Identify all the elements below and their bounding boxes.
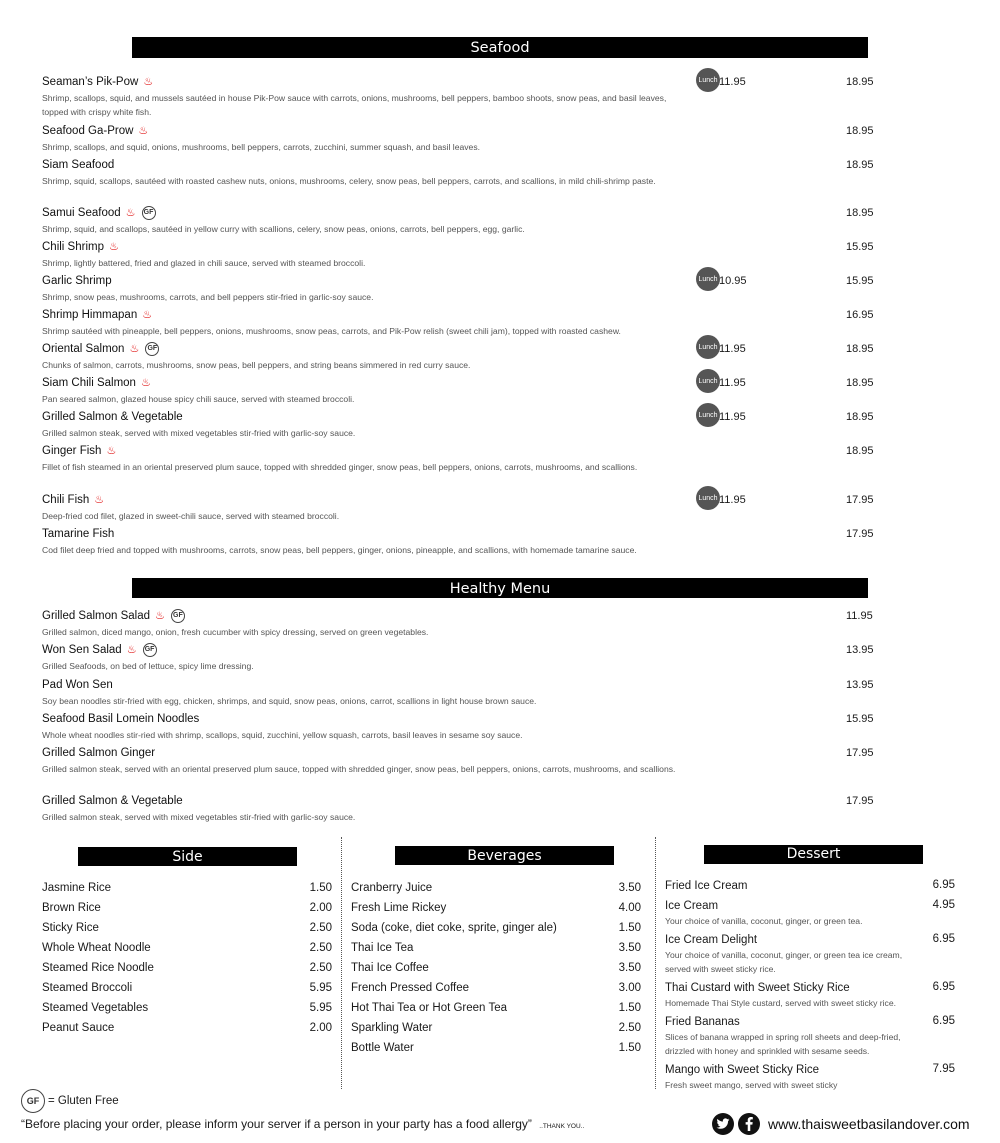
website-link[interactable]: www.thaisweetbasilandover.com: [768, 1116, 970, 1132]
dinner-price: 15.95: [846, 275, 874, 287]
beverage-item-name: Sparkling Water: [351, 1022, 433, 1034]
beverage-item-name: Thai Ice Coffee: [351, 962, 429, 974]
dinner-price: 13.95: [846, 679, 874, 691]
item-name: Seaman’s Pik-Pow: [42, 76, 139, 88]
beverage-item-name: Hot Thai Tea or Hot Green Tea: [351, 1002, 507, 1014]
item-description: Shrimp, lightly battered, fried and glazed in chili sauce, served with steamed broccoli.: [42, 258, 366, 268]
dinner-price: 18.95: [846, 377, 874, 389]
dessert-item: [665, 899, 955, 928]
side-item-price: 2.50: [309, 922, 332, 934]
beverage-item-name: Soda (coke, diet coke, sprite, ginger ale): [351, 922, 557, 934]
side-item: [42, 1022, 332, 1034]
item-name: Ginger Fish: [42, 445, 102, 457]
column-divider: [655, 837, 656, 1089]
item-description: Shrimp, squid, and scallops, sautéed in yellow curry with scallions, celery, snow peas, onions, carrots, bell peppers, egg, garlic.: [42, 224, 525, 234]
lunch-price: 11.95: [719, 494, 746, 506]
dessert-item-price: 7.95: [932, 1063, 955, 1075]
spicy-icon: ♨: [129, 342, 140, 355]
dessert-item-price: 6.95: [932, 1015, 955, 1027]
lunch-price: 10.95: [719, 275, 747, 287]
dessert-item: [665, 981, 955, 1010]
beverage-item-price: 1.50: [618, 922, 641, 934]
dessert-item: [665, 879, 955, 893]
side-item-name: Whole Wheat Noodle: [42, 942, 151, 954]
beverage-item-price: 1.50: [618, 1002, 641, 1014]
gluten-free-icon: GF: [21, 1089, 45, 1113]
beverage-item: [351, 1042, 641, 1054]
seafood-section-header: Seafood: [132, 37, 868, 58]
dessert-item-description: Your choice of vanilla, coconut, ginger, or green tea.: [665, 916, 863, 926]
gluten-free-icon: GF: [143, 643, 157, 657]
menu-item: [42, 240, 882, 270]
dinner-price: 15.95: [846, 713, 874, 725]
lunch-badge-icon: Lunch: [696, 403, 720, 427]
dinner-price: 18.95: [846, 159, 874, 171]
beverage-item-price: 2.50: [618, 1022, 641, 1034]
dinner-price: 11.95: [846, 610, 873, 622]
lunch-price: 11.95: [719, 377, 746, 389]
item-description: Whole wheat noodles stir-ried with shrimp, scallops, squid, zucchini, yellow squash, carrots, basil leaves in sesame soy sauce.: [42, 730, 523, 740]
item-description: Grilled salmon steak, served with an oriental preserved plum sauce, topped with shredded ginger, snow peas, bell peppers, onions, carrots, mushrooms, and scallions.: [42, 764, 676, 774]
dessert-item-name: Thai Custard with Sweet Sticky Rice: [665, 982, 850, 994]
menu-item: [42, 410, 882, 440]
menu-item: [42, 493, 882, 523]
lunch-badge-icon: Lunch: [696, 486, 720, 510]
side-item-name: Peanut Sauce: [42, 1022, 115, 1034]
allergy-note: [21, 1117, 584, 1131]
item-name: Shrimp Himmapan: [42, 309, 138, 321]
gluten-free-icon: GF: [171, 609, 185, 623]
menu-item: [42, 274, 882, 304]
item-name: Won Sen Salad: [42, 644, 122, 656]
beverage-item: [351, 982, 641, 994]
beverage-item-name: Fresh Lime Rickey: [351, 902, 447, 914]
menu-item: [42, 609, 882, 639]
side-item-price: 1.50: [309, 882, 332, 894]
side-item-price: 2.50: [309, 962, 332, 974]
dessert-item-name: Ice Cream: [665, 900, 719, 912]
item-description: Chunks of salmon, carrots, mushrooms, snow peas, bell peppers, and string beans simmered in red curry sauce.: [42, 360, 471, 370]
item-name: Grilled Salmon & Vegetable: [42, 411, 183, 423]
gluten-free-legend-text: = Gluten Free: [48, 1095, 119, 1107]
dinner-price: 18.95: [846, 76, 874, 88]
item-description: Deep-fried cod filet, glazed in sweet-chili sauce, served with steamed broccoli.: [42, 511, 340, 521]
side-item-price: 2.00: [309, 1022, 332, 1034]
allergy-note-text: “Before placing your order, please inform your server if a person in your party has a food allergy”: [21, 1117, 532, 1131]
item-description: Shrimp sautéed with pineapple, bell peppers, onions, mushrooms, snow peas, carrots, and Pik-Pow relish (sweet chili jam), topped with roasted cashew.: [42, 326, 621, 336]
dinner-price: 13.95: [846, 644, 874, 656]
side-item-price: 2.00: [309, 902, 332, 914]
side-item: [42, 962, 332, 974]
dessert-item-description: Fresh sweet mango, served with sweet sticky: [665, 1080, 838, 1090]
dessert-item-description: Homemade Thai Style custard, served with sweet sticky rice.: [665, 998, 897, 1008]
lunch-price: 11.95: [719, 76, 746, 88]
menu-item: [42, 643, 882, 673]
dessert-item-name: Mango with Sweet Sticky Rice: [665, 1064, 820, 1076]
lunch-price: 11.95: [719, 411, 746, 423]
dessert-item-name: Fried Ice Cream: [665, 880, 748, 892]
dinner-price: 17.95: [846, 795, 874, 807]
healthy-menu-section-header: Healthy Menu: [132, 578, 868, 598]
beverage-item-name: Bottle Water: [351, 1042, 414, 1054]
gluten-free-icon: GF: [142, 206, 156, 220]
lunch-badge-icon: Lunch: [696, 335, 720, 359]
beverage-item: [351, 902, 641, 914]
menu-item: [42, 75, 882, 119]
beverage-item-name: French Pressed Coffee: [351, 982, 470, 994]
item-description: Shrimp, snow peas, mushrooms, carrots, and bell peppers stir-fried in garlic-soy sauce.: [42, 292, 374, 302]
beverage-item-name: Thai Ice Tea: [351, 942, 414, 954]
side-item-name: Steamed Rice Noodle: [42, 962, 154, 974]
spicy-icon: ♨: [140, 376, 151, 389]
beverage-item-price: 3.50: [618, 962, 641, 974]
facebook-icon[interactable]: [738, 1113, 760, 1135]
item-description: Grilled salmon steak, served with mixed vegetables stir-fried with garlic-soy sauce.: [42, 812, 356, 822]
lunch-badge-icon: Lunch: [696, 369, 720, 393]
item-description: Fillet of fish steamed in an oriental preserved plum sauce, topped with shredded ginger, snow peas, bell peppers, onions, carrots, mushrooms, and scallions.: [42, 462, 638, 472]
side-item-name: Sticky Rice: [42, 922, 99, 934]
dessert-section-header: Dessert: [704, 845, 923, 864]
dinner-price: 16.95: [846, 309, 874, 321]
item-name: Grilled Salmon Salad: [42, 610, 151, 622]
item-name: Grilled Salmon Ginger: [42, 747, 156, 759]
menu-item: [42, 158, 882, 188]
dessert-item-price: 4.95: [932, 899, 955, 911]
dessert-item-price: 6.95: [932, 933, 955, 945]
dinner-price: 18.95: [846, 343, 874, 355]
dessert-item-price: 6.95: [932, 879, 955, 891]
dinner-price: 15.95: [846, 241, 874, 253]
side-item: [42, 922, 332, 934]
item-description: Pan seared salmon, glazed house spicy chili sauce, served with steamed broccoli.: [42, 394, 355, 404]
item-description: Shrimp, squid, scallops, sautéed with roasted cashew nuts, onions, mushrooms, celery, snow peas, bell peppers, carrots, and scallions, in mild chili-shrimp paste.: [42, 176, 656, 186]
side-item-price: 2.50: [309, 942, 332, 954]
spicy-icon: ♨: [138, 124, 149, 137]
menu-item: [42, 712, 882, 742]
menu-item: [42, 794, 882, 824]
spicy-icon: ♨: [142, 308, 153, 321]
item-description: Cod filet deep fried and topped with mushrooms, carrots, snow peas, bell peppers, ginger, onions, pineapple, and scallions, with homemade tamarine sauce.: [42, 545, 637, 555]
beverage-item-price: 3.00: [618, 982, 641, 994]
lunch-price: 11.95: [719, 343, 746, 355]
item-description: Shrimp, scallops, and squid, onions, mushrooms, bell peppers, carrots, zucchini, summer squash, and basil leaves.: [42, 142, 481, 152]
spicy-icon: ♨: [109, 240, 119, 253]
item-description: Grilled salmon steak, served with mixed vegetables stir-fried with garlic-soy sauce.: [42, 428, 356, 438]
twitter-icon[interactable]: [712, 1113, 734, 1135]
beverage-item: [351, 882, 641, 894]
menu-item: [42, 342, 882, 372]
side-item-name: Steamed Vegetables: [42, 1002, 149, 1014]
gluten-free-icon: GF: [145, 342, 159, 356]
social-links: [712, 1113, 970, 1135]
spicy-icon: ♨: [125, 206, 136, 219]
beverage-item: [351, 922, 641, 934]
side-item: [42, 902, 332, 914]
item-name: Siam Seafood: [42, 159, 115, 171]
thank-you-text: ..THANK YOU..: [539, 1123, 585, 1130]
dessert-item-price: 6.95: [932, 981, 955, 993]
dessert-item: [665, 1063, 955, 1092]
item-name: Pad Won Sen: [42, 679, 113, 691]
dessert-item: [665, 1015, 955, 1058]
beverage-item: [351, 942, 641, 954]
side-item: [42, 882, 332, 894]
beverage-item-price: 1.50: [618, 1042, 641, 1054]
item-name: Grilled Salmon & Vegetable: [42, 795, 183, 807]
item-name: Oriental Salmon: [42, 343, 125, 355]
side-item: [42, 982, 332, 994]
dessert-item-description: Your choice of vanilla, coconut, ginger, or green tea ice cream, served with sweet sticky rice.: [665, 950, 903, 974]
menu-item: [42, 444, 882, 474]
dessert-item-description: Slices of banana wrapped in spring roll sheets and deep-fried, drizzled with honey and sprinkled with sesame seeds.: [665, 1032, 901, 1056]
dessert-item: [665, 933, 955, 976]
menu-item: [42, 678, 882, 708]
item-name: Tamarine Fish: [42, 528, 115, 540]
beverage-item: [351, 1002, 641, 1014]
gluten-free-legend: [21, 1089, 119, 1113]
item-description: Grilled Seafoods, on bed of lettuce, spicy lime dressing.: [42, 661, 254, 671]
item-name: Chili Fish: [42, 494, 90, 506]
lunch-badge-icon: Lunch: [696, 68, 720, 92]
dinner-price: 17.95: [846, 528, 874, 540]
menu-item: [42, 124, 882, 154]
item-name: Chili Shrimp: [42, 241, 104, 253]
item-name: Samui Seafood: [42, 207, 121, 219]
spicy-icon: ♨: [143, 75, 154, 88]
side-item: [42, 942, 332, 954]
dessert-item-name: Fried Bananas: [665, 1016, 740, 1028]
menu-item: [42, 527, 882, 557]
item-name: Siam Chili Salmon: [42, 377, 136, 389]
side-item-price: 5.95: [309, 982, 332, 994]
dinner-price: 18.95: [846, 445, 874, 457]
item-description: Grilled salmon, diced mango, onion, fresh cucumber with spicy dressing, served on green vegetables.: [42, 627, 429, 637]
side-section-header: Side: [78, 847, 297, 866]
menu-item: [42, 376, 882, 406]
menu-item: [42, 746, 882, 776]
spicy-icon: ♨: [155, 609, 165, 622]
beverage-item-price: 4.00: [618, 902, 641, 914]
spicy-icon: ♨: [94, 493, 105, 506]
lunch-badge-icon: Lunch: [696, 267, 720, 291]
dinner-price: 17.95: [846, 747, 874, 759]
item-name: Garlic Shrimp: [42, 275, 112, 287]
side-item-name: Steamed Broccoli: [42, 982, 133, 994]
item-name: Seafood Ga-Prow: [42, 125, 134, 137]
dinner-price: 18.95: [846, 207, 874, 219]
side-item: [42, 1002, 332, 1014]
side-item-price: 5.95: [309, 1002, 332, 1014]
beverage-item-price: 3.50: [618, 942, 641, 954]
beverage-item: [351, 962, 641, 974]
item-description: Soy bean noodles stir-fried with egg, chicken, shrimps, and squid, snow peas, onions, carrot, scallions in light house brown sauce.: [42, 696, 537, 706]
menu-item: [42, 308, 882, 338]
spicy-icon: ♨: [106, 444, 117, 457]
item-name: Seafood Basil Lomein Noodles: [42, 713, 200, 725]
beverages-section-header: Beverages: [395, 846, 614, 865]
dinner-price: 18.95: [846, 125, 874, 137]
column-divider: [341, 837, 342, 1089]
menu-item: [42, 206, 882, 236]
dinner-price: 18.95: [846, 411, 874, 423]
item-description: Shrimp, scallops, squid, and mussels sautéed in house Pik-Pow sauce with carrots, onions, mushrooms, bell peppers, bamboo shoots, snow peas, and basil leaves, topped with crispy white fish.: [42, 93, 667, 117]
beverage-item-name: Cranberry Juice: [351, 882, 433, 894]
side-item-name: Brown Rice: [42, 902, 101, 914]
dessert-item-name: Ice Cream Delight: [665, 934, 758, 946]
spicy-icon: ♨: [126, 643, 137, 656]
beverage-item: [351, 1022, 641, 1034]
dinner-price: 17.95: [846, 494, 874, 506]
beverage-item-price: 3.50: [618, 882, 641, 894]
side-item-name: Jasmine Rice: [42, 882, 112, 894]
